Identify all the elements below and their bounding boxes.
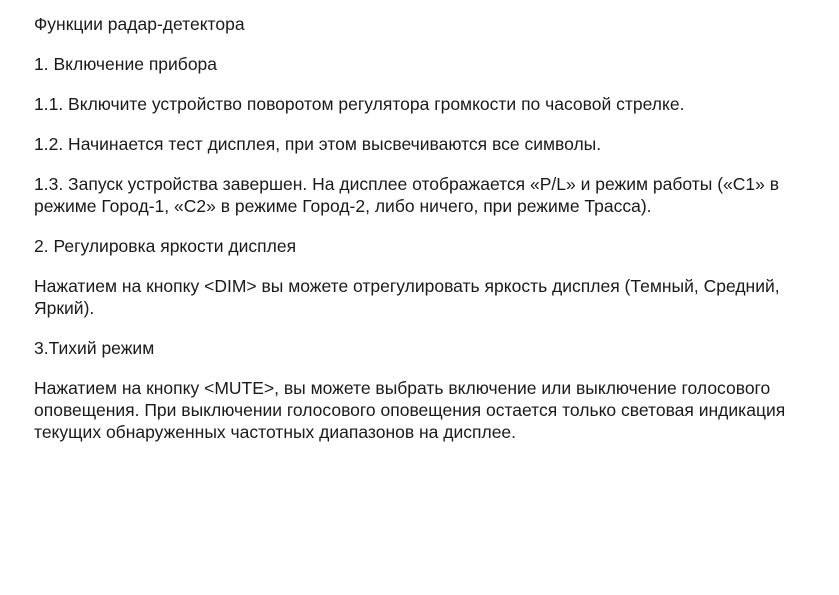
- section2-text: Нажатием на кнопку <DIM> вы можете отрегулировать яркость дисплея (Темный, Средний, Яркий).: [34, 276, 780, 318]
- section1-step2: 1.2. Начинается тест дисплея, при этом высвечиваются все символы.: [34, 134, 602, 154]
- document-title: Функции радар-детектора: [34, 14, 245, 34]
- section3-text: Нажатием на кнопку <MUTE>, вы можете выбрать включение или выключение голосового оповещения. При выключении голосового оповещения остается только световая индикация текущих обнаруженных частотных диапазонов на дисплее.: [34, 378, 786, 442]
- section2-heading: 2. Регулировка яркости дисплея: [34, 236, 297, 256]
- section1-heading: 1. Включение прибора: [34, 54, 218, 74]
- section1-step1: 1.1. Включите устройство поворотом регулятора громкости по часовой стрелке.: [34, 94, 685, 114]
- section3-heading: 3.Тихий режим: [34, 338, 155, 358]
- section1-step3: 1.3. Запуск устройства завершен. На дисплее отображается «P/L» и режим работы («C1» в режиме Город-1, «C2» в режиме Город-2, либо ничего, при режиме Трасса).: [34, 174, 780, 216]
- document-body: [34, 13, 824, 461]
